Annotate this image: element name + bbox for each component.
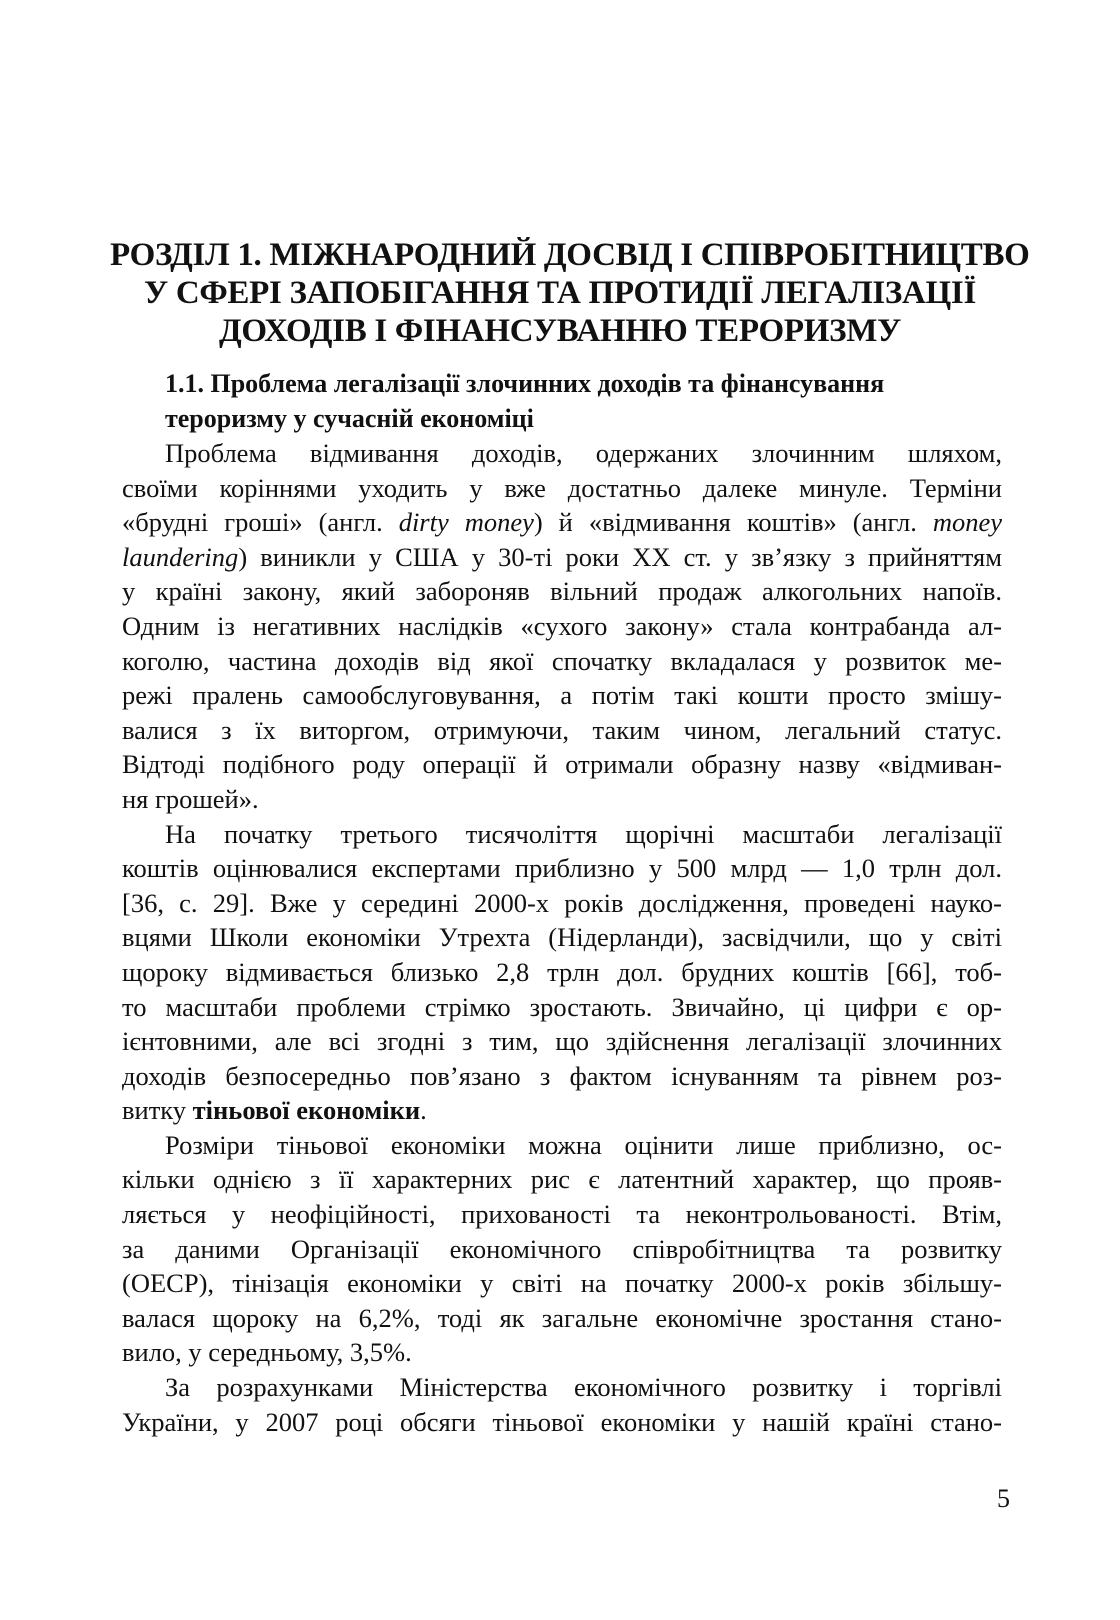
section-title-line: 1.1. Проблема легалізації злочинних доходів та фінансування <box>165 369 885 398</box>
text-line: ляється у неофіційності, прихованості та неконтрольованості. Втім, <box>122 1199 1002 1230</box>
chapter-title-line: РОЗДІЛ 1. МІЖНАРОДНИЙ ДОСВІД І СПІВРОБІТНИЦТВО <box>110 237 1030 273</box>
text-line: (ОЕСР), тінізація економіки у світі на початку 2000-х років збільшу- <box>122 1268 1002 1299</box>
text-line: валася щороку на 6,2%, тоді як загальне економічне зростання стано- <box>122 1302 1002 1333</box>
text-line: валися з їх виторгом, отримуючи, таким чином, легальний статус. <box>122 714 1002 745</box>
text-line: України, у 2007 році обсяги тіньової економіки у нашій країні стано- <box>122 1406 1002 1437</box>
text-line: за даними Організації економічного співробітництва та розвитку <box>122 1233 1002 1264</box>
text-line: [36, с. 29]. Вже у середині 2000-х років дослідження, проведені науко- <box>122 887 1002 918</box>
text-line: у країні закону, який забороняв вільний продаж алкогольних напоїв. <box>122 576 1002 607</box>
text-line: На початку третього тисячоліття щорічні масштаби легалізації <box>165 818 1002 849</box>
text-line: коштів оцінювалися експертами приблизно у 500 млрд — 1,0 трлн дол. <box>122 853 1002 884</box>
section-title <box>165 366 965 436</box>
text-run: витку <box>122 1095 193 1126</box>
chapter-title <box>110 236 1030 350</box>
text-line: Проблема відмивання доходів, одержаних злочинним шляхом, <box>165 438 1002 468</box>
text-line: За розрахунками Міністерства економічного розвитку і торгівлі <box>165 1372 1002 1403</box>
text-line: доходів безпосередньо пов’язано з фактом існуванням та рівнем роз- <box>122 1060 1002 1091</box>
body-text <box>122 436 1002 1439</box>
chapter-title-line: ДОХОДІВ І ФІНАНСУВАННЮ ТЕРОРИЗМУ <box>218 313 901 349</box>
text-line <box>122 505 1002 540</box>
text-line <box>122 540 1002 575</box>
text-line: вцями Школи економіки Утрехта (Нідерланди), засвідчили, що у світі <box>122 922 1002 953</box>
text-line: коголю, частина доходів від якої спочатку вкладалася у розвиток ме- <box>122 645 1002 676</box>
text-line: Одним із негативних наслідків «сухого закону» стала контрабанда ал- <box>122 610 1002 641</box>
text-line: ієнтовними, але всі згодні з тим, що здійснення легалізації злочинних <box>122 1026 1002 1057</box>
text-line: своїми коріннями уходить у вже достатньо далеке минуле. Терміни <box>122 472 1002 503</box>
text-line: щороку відмивається близько 2,8 трлн дол. брудних коштів [66], тоб- <box>122 956 1002 987</box>
text-line: кільки однією з її характерних рис є латентний характер, що прояв- <box>122 1164 1002 1195</box>
text-line: Розміри тіньової економіки можна оцінити лише приблизно, ос- <box>165 1129 1002 1160</box>
text-run: . <box>420 1095 427 1126</box>
text-line: режі пралень самообслуговування, а потім такі кошти просто змішу- <box>122 680 1002 711</box>
section-title-line: тероризму у сучасній економіці <box>165 404 534 433</box>
italic-term: money <box>932 507 1002 538</box>
text-line: то масштаби проблеми стрімко зростають. Звичайно, ці цифри є ор- <box>122 991 1002 1022</box>
bold-term: тіньової економіки <box>192 1095 421 1126</box>
text-line: Відтоді подібного роду операції й отримали образну назву «відмиван- <box>122 749 1002 780</box>
page-number: 5 <box>997 1484 1010 1513</box>
italic-term: dirty money <box>398 507 534 538</box>
text-run: ) виникли у США у 30-ті роки ХХ ст. у зв’язку з прийняттям <box>238 541 1002 572</box>
text-line: ня грошей». <box>122 783 259 814</box>
chapter-title-line: У СФЕРІ ЗАПОБІГАННЯ ТА ПРОТИДІЇ ЛЕГАЛІЗАЦІЇ <box>143 275 977 311</box>
text-line <box>122 1093 1002 1128</box>
text-run: ) й «відмивання коштів» (англ. <box>533 507 933 538</box>
text-run: «брудні гроші» (англ. <box>122 507 399 538</box>
text-line: вило, у середньому, 3,5%. <box>122 1337 412 1368</box>
italic-term: laundering <box>122 541 239 572</box>
